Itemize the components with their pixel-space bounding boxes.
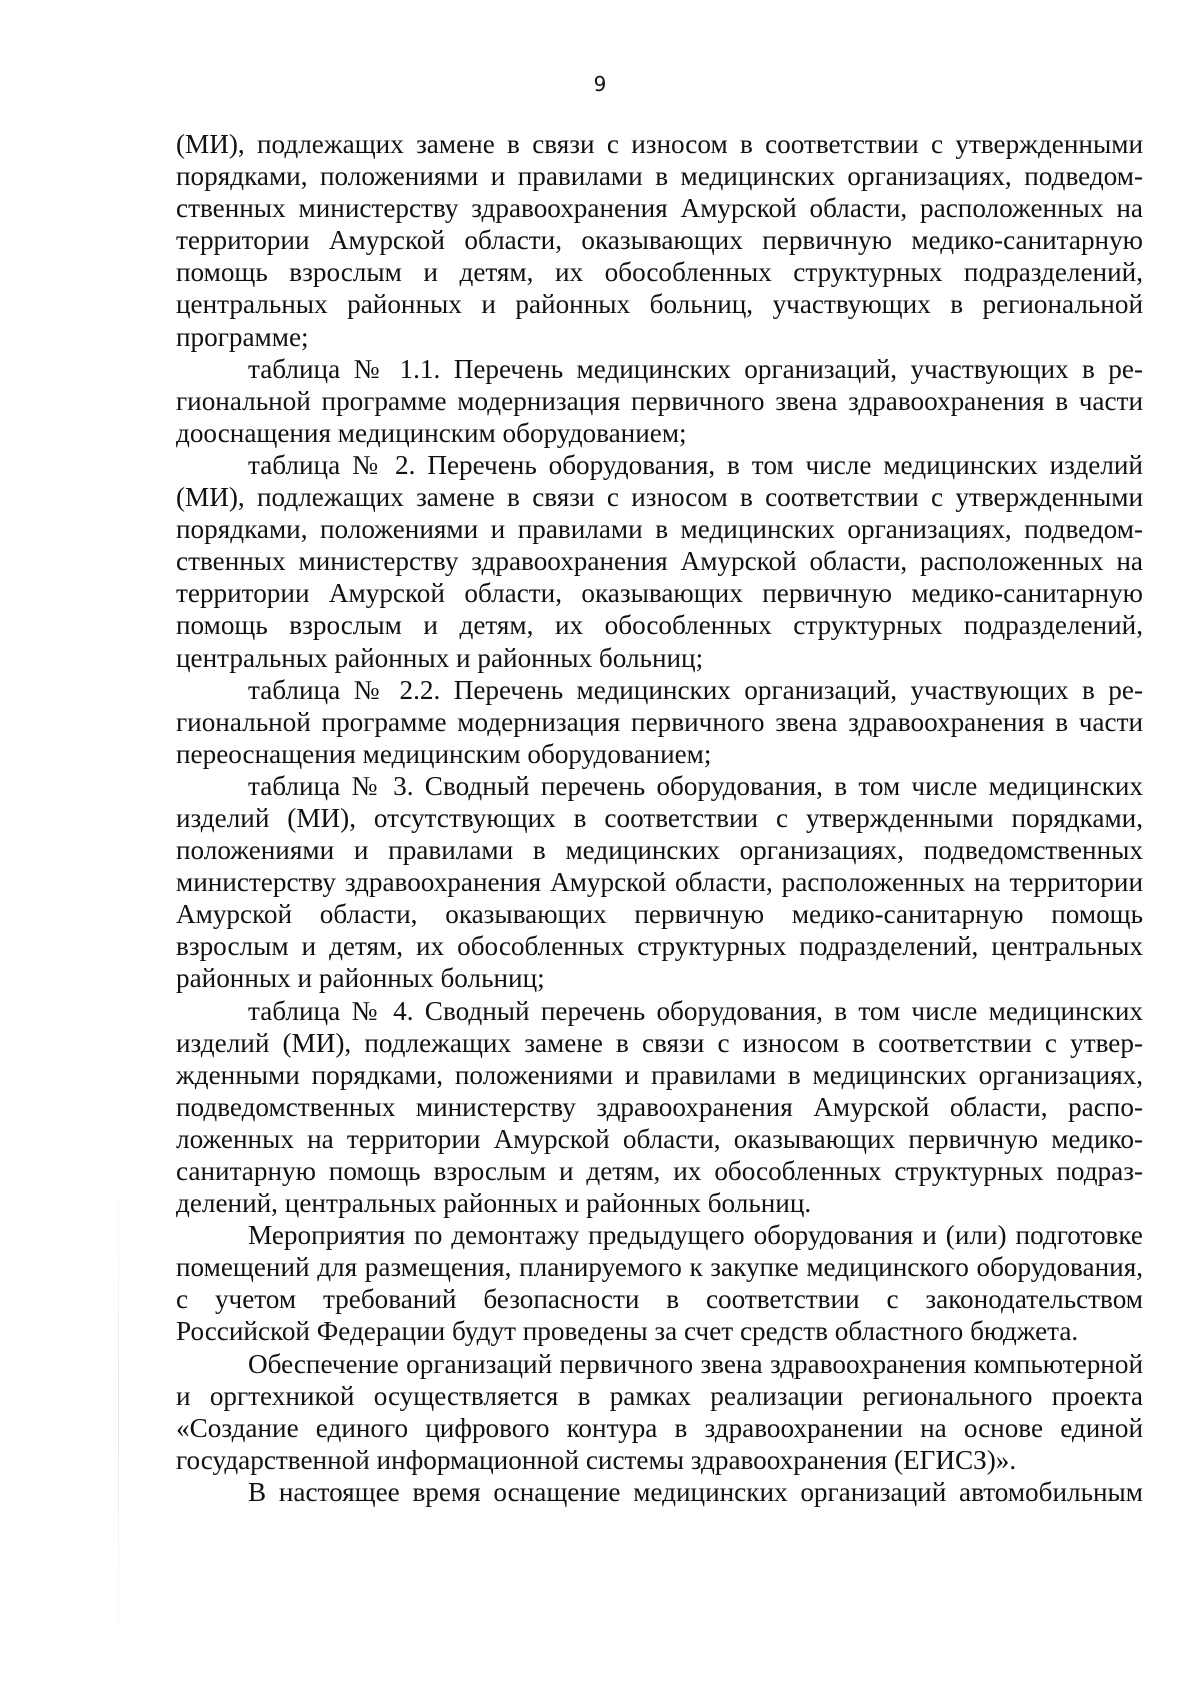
document-body xyxy=(176,128,1143,1508)
paragraph-continuation: (МИ), подлежащих замене в связи с износом в соответствии с утвержденными порядками, положениями и правилами в медицинских организациях, подведомственных министерству здравоохранения Амурской области, расположенных на территории Амурской области, оказывающих первичную медико-санитарную помощь взрослым и детям, их обособленных структурных подразделений, центральных районных и районных больниц, участвующих в региональной программе; xyxy=(176,129,1143,352)
paragraph-table-2-2: таблица № 2.2. Перечень медицинских организаций, участвующих в региональной программе модернизация первичного звена здравоохранения в части переоснащения медицинским оборудованием; xyxy=(176,674,1143,769)
paragraph-table-2: таблица № 2. Перечень оборудования, в том числе медицинских изделий (МИ), подлежащих замене в связи с износом в соответствии с утвержденными порядками, положениями и правилами в медицинских организациях, подведомственных министерству здравоохранения Амурской области, расположенных на территории Амурской области, оказывающих первичную медико-санитарную помощь взрослым и детям, их обособленных структурных подразделений, центральных районных и районных больниц; xyxy=(176,449,1143,673)
paragraph-table-1-1: таблица № 1.1. Перечень медицинских организаций, участвующих в региональной программе модернизация первичного звена здравоохранения в части дооснащения медицинским оборудованием; xyxy=(176,353,1143,448)
paragraph-dismantling: Мероприятия по демонтажу предыдущего оборудования и (или) подготовке помещений для размещения, планируемого к закупке медицинского оборудования, с учетом требований безопасности в соответствии с законодательством Российской Федерации будут проведены за счет средств областного бюджета. xyxy=(176,1220,1143,1347)
paragraph-vehicles: В настоящее время оснащение медицинских организаций автомобильным xyxy=(248,1476,1143,1507)
paragraph-computer-equipment: Обеспечение организаций первичного звена здравоохранения компьютерной и оргтехникой осуществляется в рамках реализации регионального проекта «Создание единого цифрового контура в здравоохранении на основе единой государственной информационной системы здравоохранения (ЕГИСЗ)». xyxy=(176,1348,1143,1475)
page-number: 9 xyxy=(593,72,607,96)
paragraph-table-3: таблица № 3. Сводный перечень оборудования, в том числе медицинских изделий (МИ), отсутствующих в соответствии с утвержденными порядками, положениями и правилами в медицинских организациях, подведомственных министерству здравоохранения Амурской области, расположенных на территории Амурской области, оказывающих первичную медико-санитарную помощь взрослым и детям, их обособленных структурных подразделений, центральных районных и районных больниц; xyxy=(176,770,1143,994)
paragraph-table-4: таблица № 4. Сводный перечень оборудования, в том числе медицинских изделий (МИ), подлежащих замене в связи с износом в соответствии с утвержденными порядками, положениями и правилами в медицинских организациях, подведомственных министерству здравоохранения Амурской области, расположенных на территории Амурской области, оказывающих первичную медико-санитарную помощь взрослым и детям, их обособленных структурных подразделений, центральных районных и районных больниц. xyxy=(176,995,1143,1219)
scan-margin-line xyxy=(118,1150,119,1670)
